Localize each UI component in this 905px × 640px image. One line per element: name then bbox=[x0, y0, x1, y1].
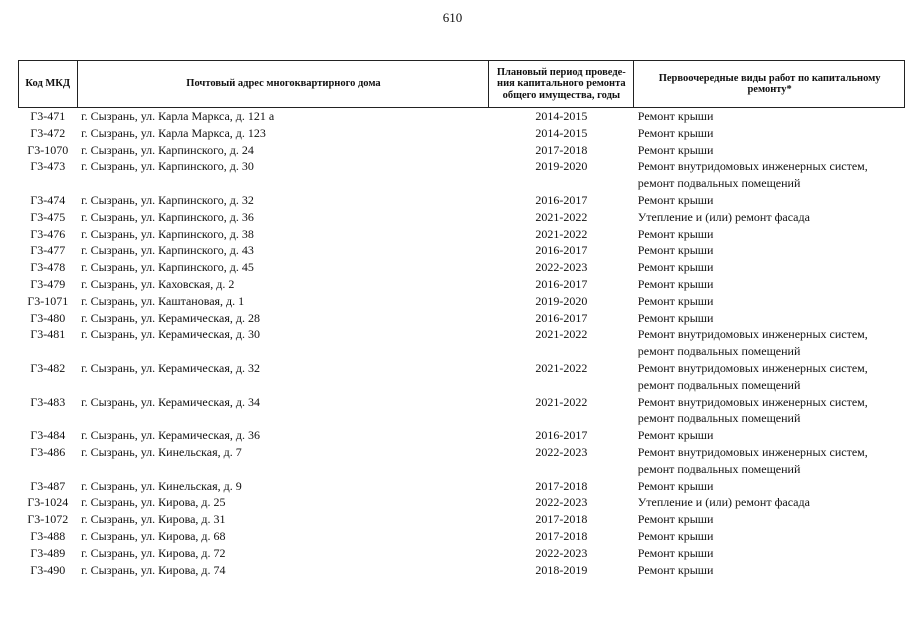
row-code: Г3-475 bbox=[30, 209, 66, 224]
row-works: Ремонт внутридомовых инженерных систем, ремонт подвальных помещений bbox=[637, 394, 868, 426]
row-period: 2021-2022 bbox=[535, 360, 588, 375]
row-period: 2021-2022 bbox=[535, 327, 588, 342]
row-works: Ремонт внутридомовых инженерных систем, ремонт подвальных помещений bbox=[637, 444, 868, 476]
row-code: Г3-479 bbox=[30, 276, 66, 291]
row-address: г. Сызрань, ул. Керамическая, д. 28 bbox=[81, 310, 260, 325]
row-code: Г3-489 bbox=[30, 545, 66, 560]
row-address: г. Сызрань, ул. Керамическая, д. 32 bbox=[81, 360, 260, 375]
table-row bbox=[19, 226, 905, 243]
row-code: Г3-472 bbox=[30, 125, 66, 140]
row-works: Ремонт крыши bbox=[637, 512, 714, 527]
row-address: г. Сызрань, ул. Кинельская, д. 9 bbox=[81, 478, 242, 493]
table-row bbox=[19, 125, 905, 142]
row-works: Ремонт крыши bbox=[637, 293, 714, 308]
row-address: г. Сызрань, ул. Карла Маркса, д. 123 bbox=[81, 125, 266, 140]
row-works: Ремонт крыши bbox=[637, 226, 714, 241]
row-code: Г3-1070 bbox=[27, 142, 69, 157]
row-address: г. Сызрань, ул. Кирова, д. 31 bbox=[81, 512, 226, 527]
table-body bbox=[19, 108, 905, 579]
row-address: г. Сызрань, ул. Карпинского, д. 24 bbox=[81, 142, 254, 157]
capital-repair-table bbox=[18, 60, 905, 578]
table-row bbox=[19, 310, 905, 327]
row-code: Г3-487 bbox=[30, 478, 66, 493]
row-works: Ремонт крыши bbox=[637, 528, 714, 543]
table-row bbox=[19, 209, 905, 226]
table-row bbox=[19, 293, 905, 310]
row-works: Ремонт внутридомовых инженерных систем, ремонт подвальных помещений bbox=[637, 159, 868, 191]
row-address: г. Сызрань, ул. Карпинского, д. 43 bbox=[81, 243, 254, 258]
row-period: 2016-2017 bbox=[535, 310, 588, 325]
row-address: г. Сызрань, ул. Каштановая, д. 1 bbox=[81, 293, 245, 308]
row-address: г. Сызрань, ул. Керамическая, д. 34 bbox=[81, 394, 260, 409]
row-address: г. Сызрань, ул. Керамическая, д. 30 bbox=[81, 327, 260, 342]
row-period: 2019-2020 bbox=[535, 293, 588, 308]
row-works: Ремонт крыши bbox=[637, 109, 714, 123]
row-address: г. Сызрань, ул. Карпинского, д. 36 bbox=[81, 209, 254, 224]
row-address: г. Сызрань, ул. Кирова, д. 72 bbox=[81, 545, 226, 560]
row-period: 2021-2022 bbox=[535, 394, 588, 409]
row-period: 2021-2022 bbox=[535, 226, 588, 241]
row-works: Ремонт крыши bbox=[637, 310, 714, 325]
table-row bbox=[19, 545, 905, 562]
row-works: Ремонт крыши bbox=[637, 243, 714, 258]
row-works: Ремонт крыши bbox=[637, 192, 714, 207]
table-row bbox=[19, 192, 905, 209]
table-row bbox=[19, 528, 905, 545]
row-period: 2014-2015 bbox=[535, 109, 588, 123]
row-address: г. Сызрань, ул. Кинельская, д. 7 bbox=[81, 444, 242, 459]
row-code: Г3-480 bbox=[30, 310, 66, 325]
table-row bbox=[19, 494, 905, 511]
row-works: Ремонт внутридомовых инженерных систем, ремонт подвальных помещений bbox=[637, 327, 868, 359]
row-address: г. Сызрань, ул. Карла Маркса, д. 121 а bbox=[81, 109, 275, 123]
table-row bbox=[19, 562, 905, 579]
row-code: Г3-483 bbox=[30, 394, 66, 409]
row-period: 2016-2017 bbox=[535, 428, 588, 443]
row-code: Г3-486 bbox=[30, 444, 66, 459]
row-works: Ремонт крыши bbox=[637, 142, 714, 157]
table-row bbox=[19, 511, 905, 528]
row-period: 2022-2023 bbox=[535, 495, 588, 510]
row-address: г. Сызрань, ул. Карпинского, д. 45 bbox=[81, 260, 254, 275]
row-code: Г3-474 bbox=[30, 192, 66, 207]
row-period: 2017-2018 bbox=[535, 142, 588, 157]
row-period: 2022-2023 bbox=[535, 545, 588, 560]
row-address: г. Сызрань, ул. Керамическая, д. 36 bbox=[81, 428, 260, 443]
table-row bbox=[19, 478, 905, 495]
row-code: Г3-488 bbox=[30, 528, 66, 543]
row-code: Г3-477 bbox=[30, 243, 66, 258]
row-code: Г3-481 bbox=[30, 327, 66, 342]
row-works: Ремонт крыши bbox=[637, 562, 714, 577]
table-header-row bbox=[19, 61, 905, 108]
row-address: г. Сызрань, ул. Карпинского, д. 32 bbox=[81, 192, 254, 207]
row-address: г. Сызрань, ул. Кирова, д. 68 bbox=[81, 528, 226, 543]
row-period: 2022-2023 bbox=[535, 444, 588, 459]
row-works: Утепление и (или) ремонт фасада bbox=[637, 209, 810, 224]
table-row bbox=[19, 444, 905, 478]
row-works: Ремонт крыши bbox=[637, 125, 714, 140]
table-row bbox=[19, 259, 905, 276]
row-address: г. Сызрань, ул. Кирова, д. 74 bbox=[81, 562, 226, 577]
row-period: 2019-2020 bbox=[535, 159, 588, 174]
row-works: Утепление и (или) ремонт фасада bbox=[637, 495, 810, 510]
table-row bbox=[19, 108, 905, 125]
row-period: 2016-2017 bbox=[535, 243, 588, 258]
row-code: Г3-476 bbox=[30, 226, 66, 241]
row-period: 2017-2018 bbox=[535, 528, 588, 543]
row-works: Ремонт крыши bbox=[637, 428, 714, 443]
row-period: 2017-2018 bbox=[535, 478, 588, 493]
row-code: Г3-471 bbox=[30, 109, 66, 123]
row-code: Г3-1024 bbox=[27, 495, 69, 510]
row-code: Г3-482 bbox=[30, 360, 66, 375]
header-works: Первоочередные виды работ по капитальному ремонту* bbox=[634, 61, 905, 108]
row-address: г. Сызрань, ул. Карпинского, д. 30 bbox=[81, 159, 254, 174]
table-row bbox=[19, 242, 905, 259]
row-code: Г3-478 bbox=[30, 260, 66, 275]
row-works: Ремонт крыши bbox=[637, 260, 714, 275]
row-code: Г3-490 bbox=[30, 562, 66, 577]
table-row bbox=[19, 326, 905, 360]
row-works: Ремонт крыши bbox=[637, 545, 714, 560]
row-period: 2016-2017 bbox=[535, 276, 588, 291]
page-number: 610 bbox=[442, 10, 463, 25]
row-period: 2021-2022 bbox=[535, 209, 588, 224]
row-period: 2016-2017 bbox=[535, 192, 588, 207]
row-code: Г3-1071 bbox=[27, 293, 69, 308]
row-period: 2022-2023 bbox=[535, 260, 588, 275]
table-row bbox=[19, 142, 905, 159]
row-address: г. Сызрань, ул. Кирова, д. 25 bbox=[81, 495, 226, 510]
row-code: Г3-473 bbox=[30, 159, 66, 174]
row-code: Г3-484 bbox=[30, 428, 66, 443]
table-row bbox=[19, 394, 905, 428]
header-address: Почтовый адрес многоквартирного дома bbox=[77, 61, 489, 108]
row-works: Ремонт крыши bbox=[637, 478, 714, 493]
row-period: 2014-2015 bbox=[535, 125, 588, 140]
row-works: Ремонт внутридомовых инженерных систем, ремонт подвальных помещений bbox=[637, 360, 868, 392]
header-period: Плановый период проведе-ния капитального ремонта общего имущества, годы bbox=[489, 61, 634, 108]
table-row bbox=[19, 276, 905, 293]
row-period: 2017-2018 bbox=[535, 512, 588, 527]
row-code: Г3-1072 bbox=[27, 512, 69, 527]
row-address: г. Сызрань, ул. Каховская, д. 2 bbox=[81, 276, 235, 291]
row-period: 2018-2019 bbox=[535, 562, 588, 577]
table-row bbox=[19, 360, 905, 394]
table-row bbox=[19, 158, 905, 192]
row-address: г. Сызрань, ул. Карпинского, д. 38 bbox=[81, 226, 254, 241]
header-code: Код МКД bbox=[19, 61, 78, 108]
row-works: Ремонт крыши bbox=[637, 276, 714, 291]
table-row bbox=[19, 427, 905, 444]
